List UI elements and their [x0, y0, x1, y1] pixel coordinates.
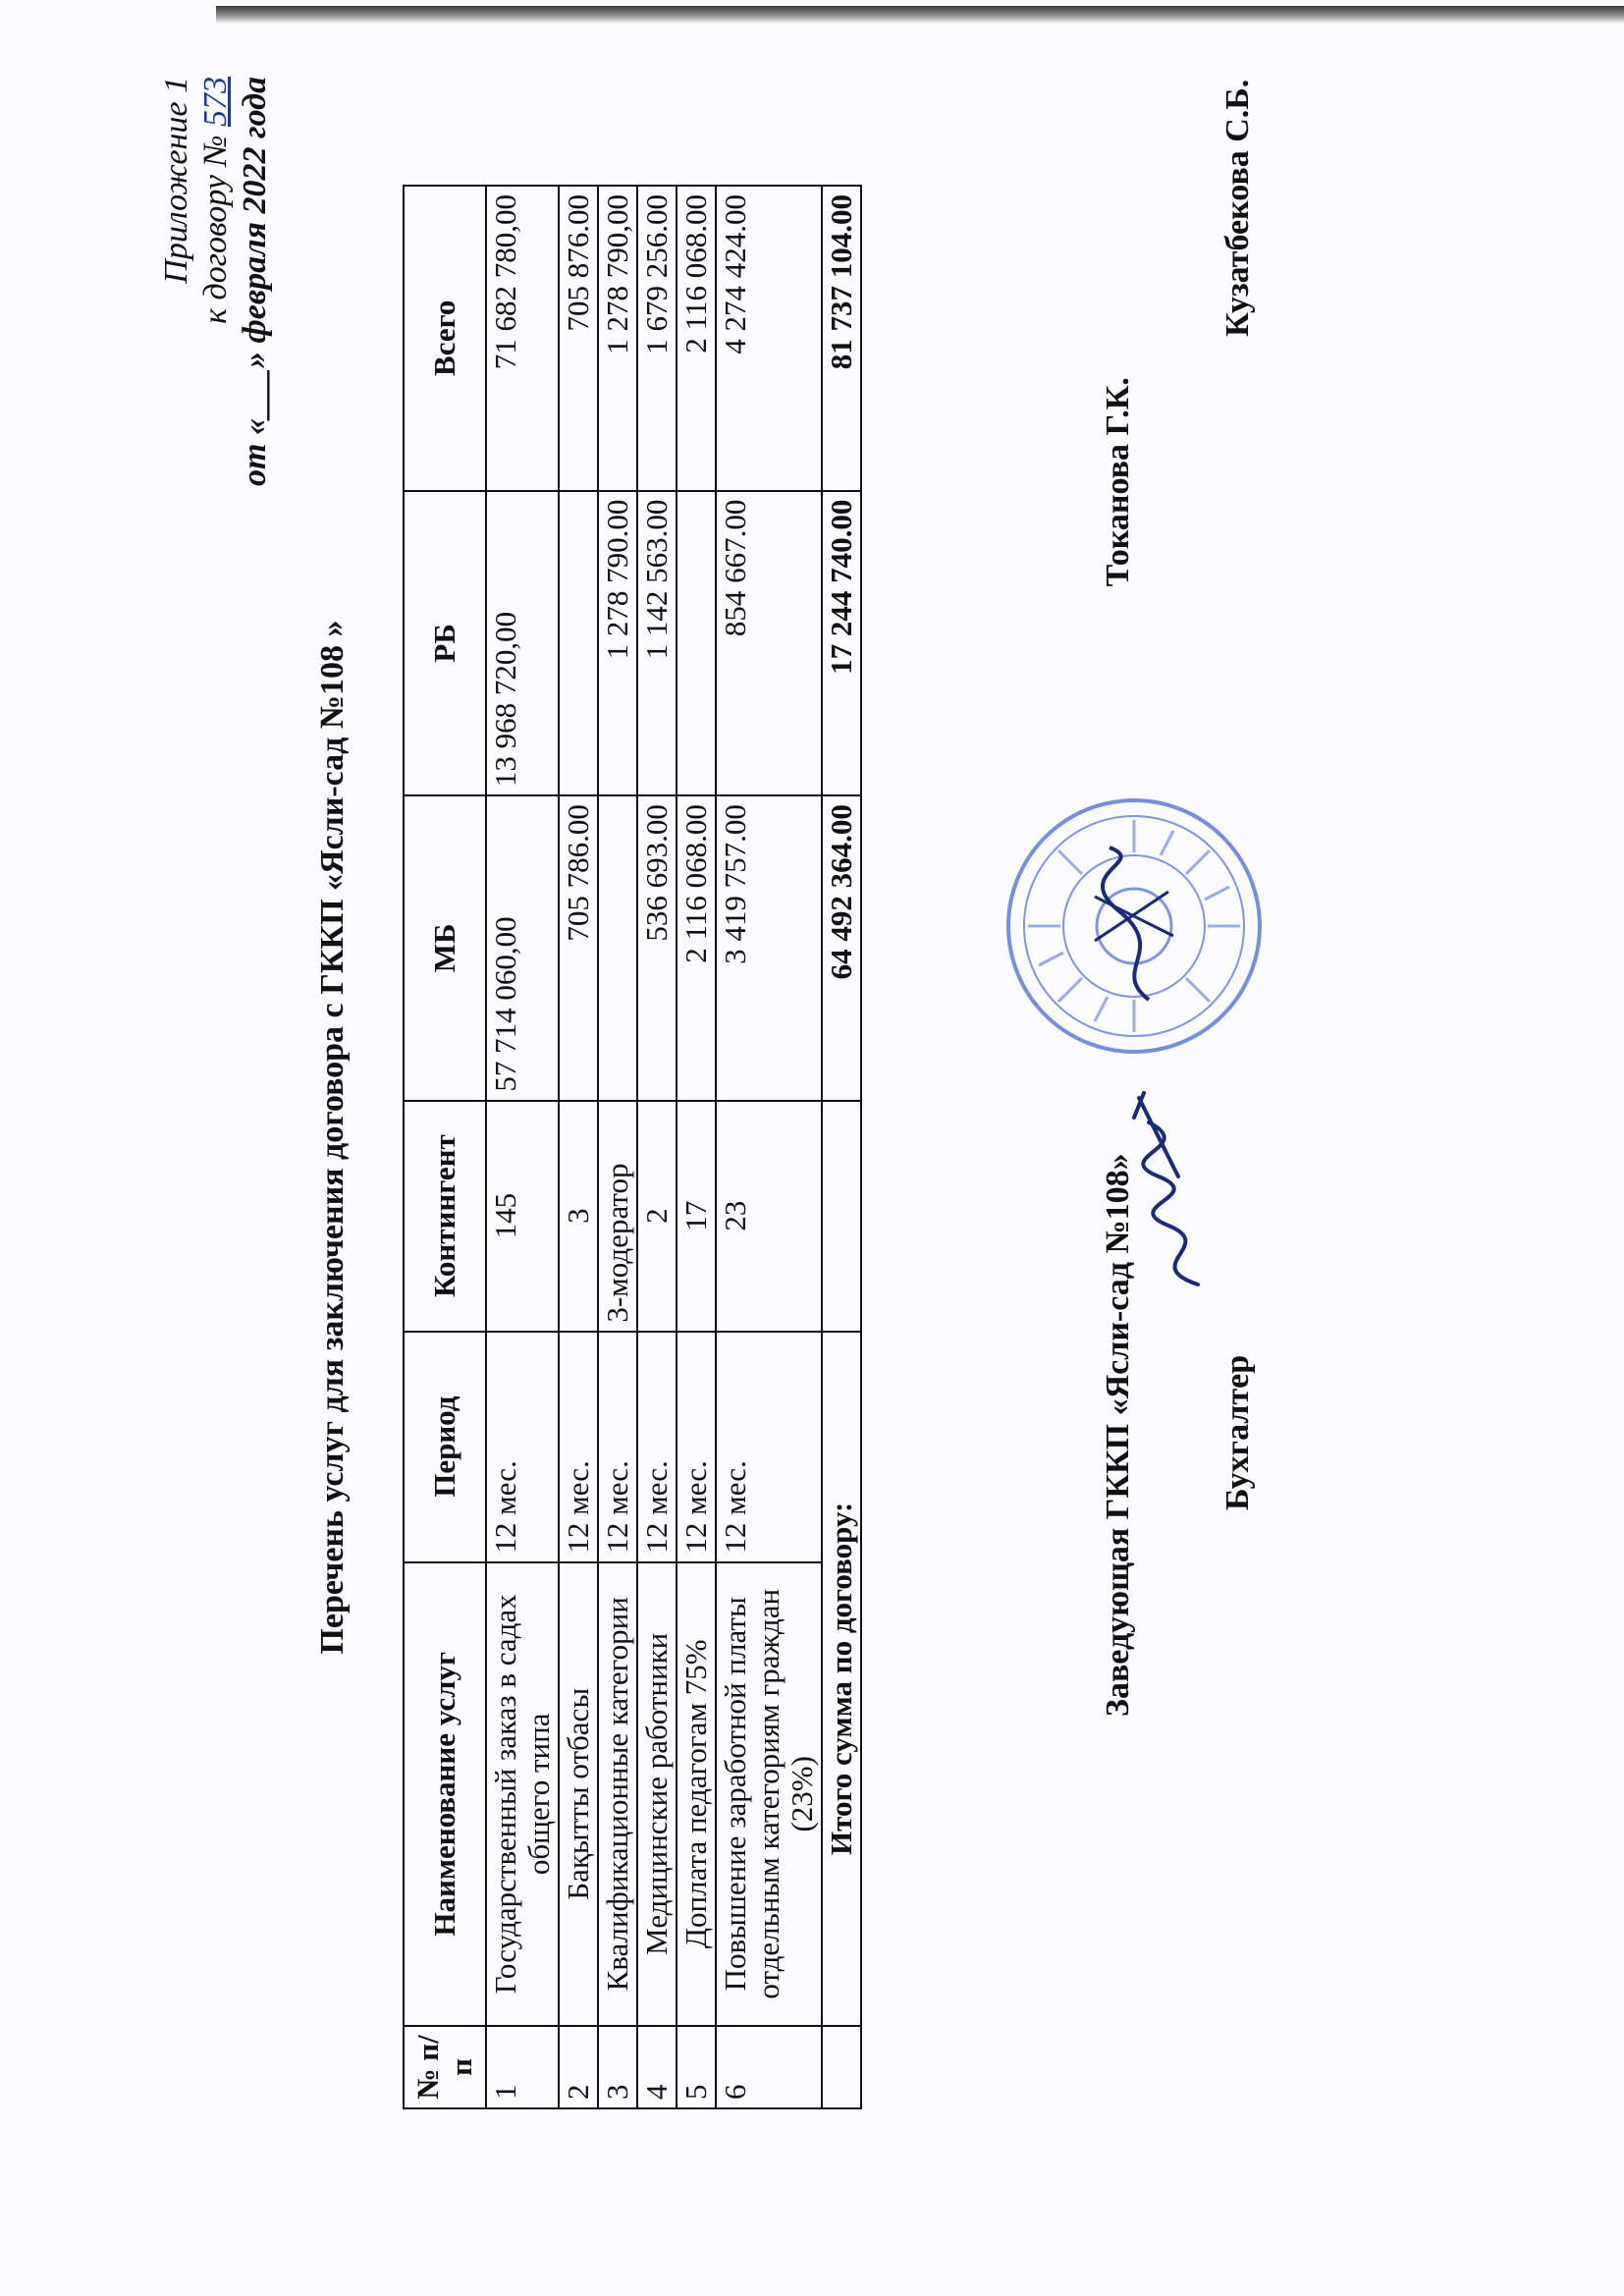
appendix-note: [157, 77, 275, 627]
head-signature-line: [1100, 377, 1137, 1717]
cell-total: 4 274 424.00: [716, 186, 822, 491]
table-row: [598, 186, 637, 2108]
table-row: [559, 186, 598, 2108]
cell-contingent: 17: [677, 1101, 716, 1332]
document-title: Перечень услуг для заключения договора с ГККП «Ясли-сад №108 »: [314, 620, 351, 1655]
cell-rb: [559, 491, 598, 796]
appendix-contract-number: 573: [197, 77, 234, 127]
appendix-line2: [196, 77, 236, 627]
cell-total-contingent-empty: [822, 1101, 861, 1332]
accountant-title: Бухгалтер: [1219, 1354, 1256, 1510]
header-contingent: Контингент: [404, 1101, 486, 1332]
cell-name: Бақытты отбасы: [559, 1562, 598, 2026]
table-row: [486, 186, 559, 2108]
appendix-contract-prefix: к договору №: [197, 135, 234, 324]
cell-period: 12 мес.: [598, 1332, 637, 1562]
cell-mb: 57 714 060,00: [486, 795, 559, 1101]
cell-contingent: 3-модератор: [598, 1101, 637, 1332]
cell-name: Доплата педагогам 75%: [677, 1562, 716, 2026]
cell-name: Повышение заработной платы отдельным категориям граждан (23%): [716, 1562, 822, 2026]
cell-mb: 3 419 757.00: [716, 795, 822, 1101]
head-name: Токанова Г.К.: [1100, 377, 1136, 587]
appendix-date: от «___» февраля 2022 года: [237, 77, 273, 486]
cell-mb: 536 693.00: [637, 795, 677, 1101]
cell-total: 1 278 790,00: [598, 186, 637, 491]
header-num: № п/п: [404, 2026, 486, 2108]
header-period: Период: [404, 1332, 486, 1562]
header-total: Всего: [404, 186, 486, 491]
header-rb: РБ: [404, 491, 486, 796]
cell-total: 1 679 256.00: [637, 186, 677, 491]
cell-contingent: 2: [637, 1101, 677, 1332]
services-table: [403, 185, 862, 2109]
cell-period: 12 мес.: [559, 1332, 598, 1562]
cell-name: Государственный заказ в садах общего типа: [486, 1562, 559, 2026]
accountant-handwritten-signature: [1119, 1078, 1227, 1294]
cell-total-sum: 81 737 104.00: [822, 186, 861, 491]
cell-rb: [677, 491, 716, 796]
appendix-line3: [236, 77, 275, 627]
cell-num: 6: [716, 2026, 822, 2108]
cell-total-label: Итого сумма по договору:: [822, 1332, 861, 2026]
head-title: Заведующая ГККП «Ясли-сад №108»: [1100, 1153, 1136, 1717]
table-header-row: [404, 186, 486, 2108]
cell-num: 2: [559, 2026, 598, 2108]
cell-total: 71 682 780,00: [486, 186, 559, 491]
cell-name: Медицинские работники: [637, 1562, 677, 2026]
accountant-name: Кузатбекова С.Б.: [1219, 79, 1256, 337]
cell-contingent: 3: [559, 1101, 598, 1332]
cell-contingent: 23: [716, 1101, 822, 1332]
table-row: [716, 186, 822, 2108]
cell-rb: 1 142 563.00: [637, 491, 677, 796]
cell-total-empty: [822, 2026, 861, 2108]
cell-mb: 2 116 068.00: [677, 795, 716, 1101]
cell-period: 12 мес.: [637, 1332, 677, 1562]
cell-rb: 854 667.00: [716, 491, 822, 796]
cell-total-rb: 17 244 740.00: [822, 491, 861, 796]
cell-period: 12 мес.: [716, 1332, 822, 1562]
cell-mb: 705 786.00: [559, 795, 598, 1101]
appendix-line1: Приложение 1: [158, 77, 194, 284]
cell-period: 12 мес.: [486, 1332, 559, 1562]
header-name: Наименование услуг: [404, 1562, 486, 2026]
header-mb: МБ: [404, 795, 486, 1101]
cell-period: 12 мес.: [677, 1332, 716, 1562]
cell-rb: 1 278 790.00: [598, 491, 637, 796]
table-row: [677, 186, 716, 2108]
cell-num: 3: [598, 2026, 637, 2108]
cell-total: 2 116 068.00: [677, 186, 716, 491]
cell-num: 4: [637, 2026, 677, 2108]
cell-contingent: 145: [486, 1101, 559, 1332]
cell-num: 1: [486, 2026, 559, 2108]
table-total-row: [822, 186, 861, 2108]
cell-total-mb: 64 492 364.00: [822, 795, 861, 1101]
cell-name: Квалификационные категории: [598, 1562, 637, 2026]
table-row: [637, 186, 677, 2108]
cell-mb: [598, 795, 637, 1101]
accountant-signature-line: [1219, 80, 1257, 1510]
cell-rb: 13 968 720,00: [486, 491, 559, 796]
cell-num: 5: [677, 2026, 716, 2108]
cell-total: 705 876.00: [559, 186, 598, 491]
